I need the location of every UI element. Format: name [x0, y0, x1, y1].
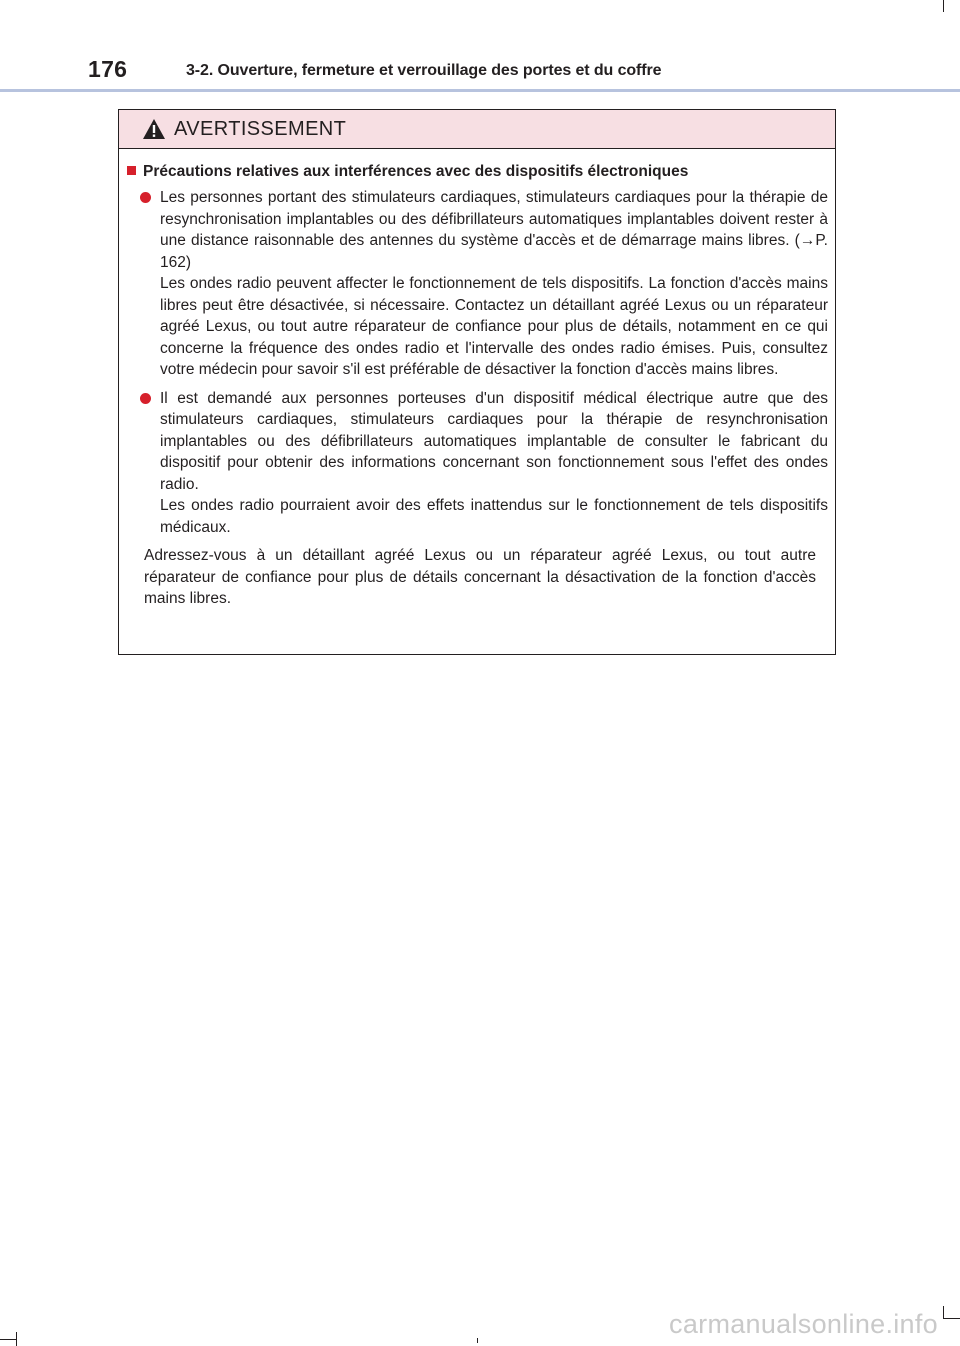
- closing-paragraph: Adressez-vous à un détaillant agréé Lexus ou un réparateur agréé Lexus, ou tout autre réparateur de confiance pour plus de détails concernant la désactivation de la fonction d'accès mains libres.: [144, 547, 816, 607]
- warning-subheading: [127, 163, 828, 181]
- warning-body: [119, 149, 835, 610]
- square-bullet-icon: [127, 166, 136, 175]
- bullet-paragraph: Les ondes radio peuvent affecter le fonctionnement de tels dispositifs. La fonction d'accès mains libres peut être désactivée, si nécessaire. Contactez un détaillant agréé Lexus ou un réparateur agréé Lexus, ou tout autre réparateur de confiance pour plus de détails, notamment en ce qui concerne la fréquence des ondes radio et l'intervalle des ondes radio émises. Puis, consultez votre médecin pour savoir s'il est préférable de désactiver la fonction d'accès mains libres.: [160, 275, 828, 378]
- section-title: 3-2. Ouverture, fermeture et verrouillage des portes et du coffre: [186, 62, 662, 79]
- warning-title: AVERTISSEMENT: [174, 118, 347, 140]
- page-header: [0, 0, 960, 92]
- round-bullet-icon: [140, 192, 151, 203]
- crop-mark: [943, 0, 944, 12]
- page-number: 176: [88, 56, 128, 82]
- watermark: carmanualsonline.info: [669, 1309, 938, 1339]
- crop-mark: [943, 1306, 944, 1319]
- bullet-paragraph: Il est demandé aux personnes porteuses d'un dispositif médical électrique autre que des stimulateurs cardiaques, stimulateurs cardiaques pour la thérapie de resynchronisation implantables ou des défibrillateurs automatiques implantable de consulter le fabricant du dispositif pour obtenir des informations concernant son fonctionnement sous l'effet des ondes radio.: [160, 389, 828, 493]
- bullet-paragraph: Les ondes radio pourraient avoir des effets inattendus sur le fonctionnement de tels dispositifs médicaux.: [160, 497, 828, 536]
- bullet-paragraph: Les personnes portant des stimulateurs cardiaques, stimulateurs cardiaques pour la thérapie de resynchronisation implantables ou des défibrillateurs automatiques implantables doivent rester à une distance raisonnable des antennes du système d'accès et de démarrage mains libres. (→P. 162): [160, 189, 828, 271]
- crop-mark: [16, 1332, 17, 1346]
- crop-mark: [477, 1338, 478, 1343]
- crop-mark: [0, 1339, 17, 1340]
- bullet-item: [140, 388, 828, 539]
- bullet-text: [160, 388, 828, 539]
- bullet-text: [160, 187, 828, 381]
- crop-mark: [943, 1318, 960, 1319]
- bullet-item: [140, 187, 828, 381]
- header-rule: [0, 89, 960, 92]
- warning-box: [118, 109, 836, 655]
- warning-header: [119, 110, 835, 149]
- warning-triangle-icon: [141, 117, 167, 141]
- round-bullet-icon: [140, 393, 151, 404]
- warning-subheading-text: Précautions relatives aux interférences avec des dispositifs électroniques: [143, 163, 689, 180]
